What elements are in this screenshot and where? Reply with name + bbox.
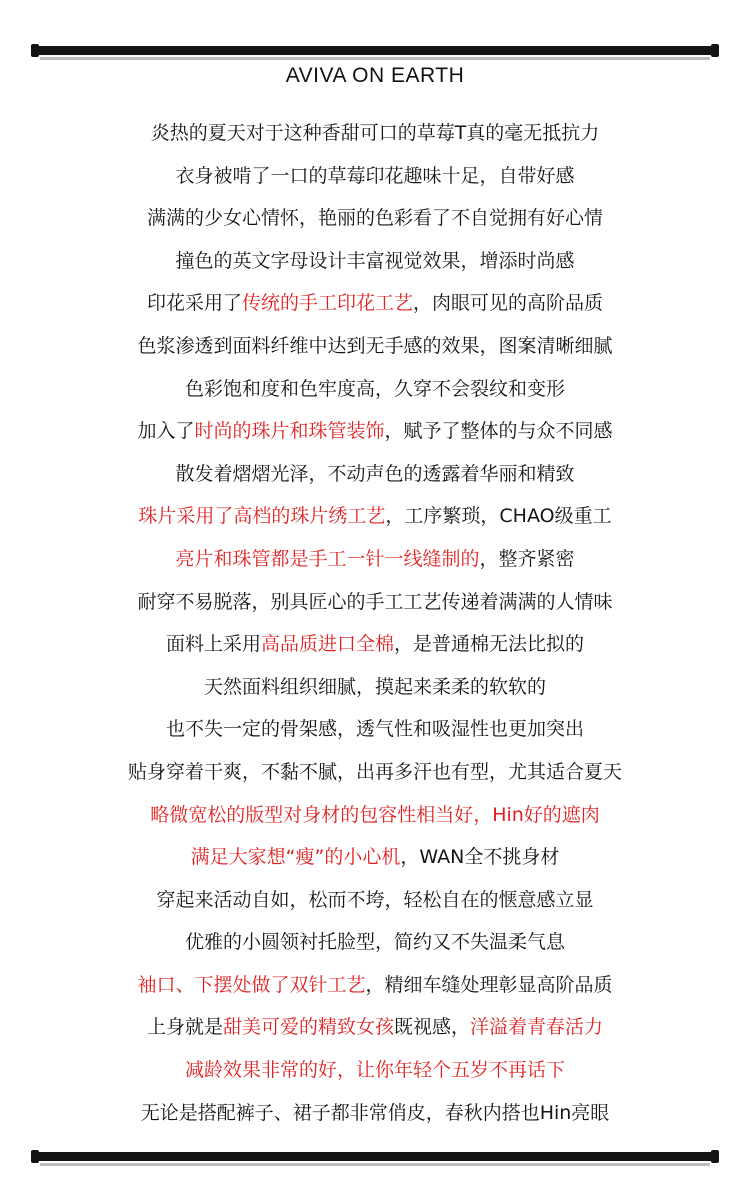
text-line: [0, 921, 750, 964]
page-title: AVIVA ON EARTH: [285, 64, 465, 87]
body-text: 耐穿不易脱落，别具匠心的手工工艺传递着满满的人情味: [137, 590, 613, 613]
highlight-text: 高品质进口全棉: [260, 633, 394, 656]
body-text: ，肉眼可见的高阶品质: [413, 292, 604, 315]
text-line: [0, 1049, 750, 1092]
highlight-text: 传统的手工印花工艺: [241, 292, 413, 315]
text-line: [0, 794, 750, 837]
body-text: 散发着熠熠光泽，不动声色的透露着华丽和精致: [175, 462, 575, 485]
highlight-text: 减龄效果非常的好，让你年轻个五岁不再话下: [184, 1059, 565, 1082]
body-text: 天然面料组织细腻，摸起来柔柔的软软的: [203, 675, 546, 698]
text-line: [0, 1092, 750, 1135]
text-line: [0, 751, 750, 794]
body-text: ，整齐紧密: [479, 547, 575, 570]
body-text: ，是普通棉无法比拟的: [394, 633, 585, 656]
text-line: [0, 240, 750, 283]
text-line: [0, 623, 750, 666]
highlight-text: 洋溢着青春活力: [470, 1016, 604, 1039]
body-text: 撞色的英文字母设计丰富视觉效果，增添时尚感: [175, 249, 575, 272]
body-text: 既视感，: [394, 1016, 471, 1039]
body-text: 加入了: [137, 420, 195, 443]
text-line: [0, 410, 750, 453]
text-line: [0, 581, 750, 624]
text-line: [0, 1006, 750, 1049]
text-line: [0, 197, 750, 240]
body-text: 色彩饱和度和色牢度高，久穿不会裂纹和变形: [184, 377, 565, 400]
body-text: 炎热的夏天对于这种香甜可口的草莓T真的毫无抵抗力: [150, 122, 600, 144]
top-bar-shadow: [40, 57, 710, 60]
text-line: [0, 368, 750, 411]
body-text: 无论是搭配裤子、裙子都非常俏皮，春秋内搭也Hin亮眼: [140, 1101, 610, 1124]
text-line: [0, 879, 750, 922]
body-text: 优雅的小圆领衬托脸型，简约又不失温柔气息: [184, 931, 565, 954]
text-line: [0, 155, 750, 198]
bottom-bar-shadow: [40, 1163, 710, 1166]
body-text: 衣身被啃了一口的草莓印花趣味十足，自带好感: [175, 164, 575, 187]
body-text: ，工序繁琐，CHAO级重工: [385, 505, 612, 528]
highlight-text: 时尚的珠片和珠管装饰: [194, 420, 385, 443]
description-text: [0, 112, 750, 1134]
highlight-text: 亮片和珠管都是手工一针一线缝制的: [175, 547, 480, 570]
text-line: [0, 453, 750, 496]
body-text: 上身就是: [146, 1016, 223, 1039]
body-text: 也不失一定的骨架感，透气性和吸湿性也更加突出: [165, 718, 584, 741]
body-text: ，赋予了整体的与众不同感: [384, 420, 613, 443]
text-line: [0, 538, 750, 581]
body-text: ，WAN全不挑身材: [400, 846, 560, 869]
text-line: [0, 708, 750, 751]
text-line: [0, 282, 750, 325]
highlight-text: 略微宽松的版型对身材的包容性相当好，Hin好的遮肉: [150, 803, 600, 826]
top-scroll-bar: [34, 46, 716, 55]
text-line: [0, 325, 750, 368]
body-text: 面料上采用: [165, 633, 261, 656]
body-text: ，精细车缝处理彰显高阶品质: [365, 973, 613, 996]
text-line: [0, 666, 750, 709]
body-text: 印花采用了: [146, 292, 242, 315]
bottom-scroll-bar: [34, 1152, 716, 1161]
highlight-text: 甜美可爱的精致女孩: [222, 1016, 394, 1039]
body-text: 穿起来活动自如，松而不垮，轻松自在的惬意感立显: [156, 888, 594, 911]
text-line: [0, 495, 750, 538]
highlight-text: 袖口、下摆处做了双针工艺: [137, 973, 366, 996]
text-line: [0, 836, 750, 879]
text-line: [0, 964, 750, 1007]
highlight-text: 满足大家想“瘦”的小心机: [190, 846, 401, 869]
text-line: [0, 112, 750, 155]
body-text: 色浆渗透到面料纤维中达到无手感的效果，图案清晰细腻: [137, 334, 613, 357]
body-text: 满满的少女心情怀，艳丽的色彩看了不自觉拥有好心情: [146, 207, 603, 230]
highlight-text: 珠片采用了高档的珠片绣工艺: [138, 505, 386, 528]
body-text: 贴身穿着干爽，不黏不腻，出再多汗也有型，尤其适合夏天: [127, 760, 622, 783]
